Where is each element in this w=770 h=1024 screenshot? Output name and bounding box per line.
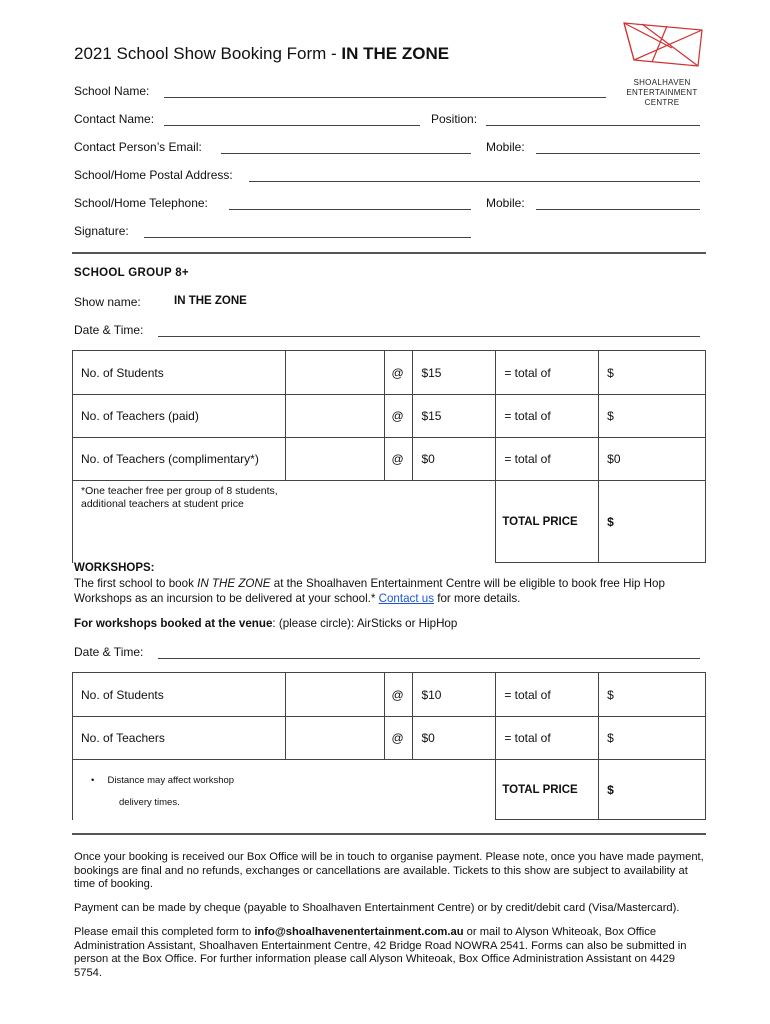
unit-price: $0: [413, 717, 496, 760]
table-row: [73, 717, 706, 760]
divider: [72, 252, 706, 254]
unit-price: $15: [413, 395, 496, 438]
equals-label: = total of: [496, 673, 599, 717]
table-row: [73, 760, 706, 820]
position-label: Position:: [431, 112, 478, 126]
shoalhaven-logo: [612, 18, 712, 110]
workshop-pricing-table: [72, 672, 706, 820]
total-price-value[interactable]: $: [599, 481, 706, 563]
signature-field[interactable]: [144, 237, 471, 238]
logo-line: SHOALHAVEN: [633, 78, 691, 87]
at-symbol: @: [385, 351, 413, 395]
table-row: [73, 438, 706, 481]
equals-label: = total of: [496, 438, 599, 481]
workshop-total-value[interactable]: $: [599, 760, 706, 820]
row-total[interactable]: $: [599, 351, 706, 395]
equals-label: = total of: [496, 395, 599, 438]
signature-label: Signature:: [74, 224, 129, 238]
show-name-value: IN THE ZONE: [174, 295, 247, 307]
workshop-date-label: Date & Time:: [74, 645, 144, 659]
show-name-label: Show name:: [74, 295, 141, 309]
quantity-input[interactable]: [285, 395, 385, 438]
row-total[interactable]: $: [599, 395, 706, 438]
table-row: [73, 481, 706, 563]
school-name-label: School Name:: [74, 84, 150, 98]
unit-price: $10: [413, 673, 496, 717]
row-total[interactable]: $: [599, 673, 706, 717]
quantity-input[interactable]: [285, 673, 385, 717]
title-show-name: IN THE ZONE: [341, 44, 450, 63]
telephone-label: School/Home Telephone:: [74, 196, 208, 210]
workshop-date-field[interactable]: [158, 658, 700, 659]
contact-name-field[interactable]: [164, 125, 420, 126]
workshop-note: • Distance may affect workshop delivery times.: [73, 760, 286, 820]
telephone-field[interactable]: [229, 209, 471, 210]
unit-price: $15: [413, 351, 496, 395]
page-title: [74, 44, 449, 64]
equals-label: = total of: [496, 717, 599, 760]
at-symbol: @: [385, 395, 413, 438]
workshops-heading: WORKSHOPS:: [74, 562, 155, 574]
booking-note: Once your booking is received our Box Office will be in touch to organise payment. Please note, once you have made payment, bookings are final and no refunds, exchanges or cancellations are available. Tickets to this show are subject to availability at time of booking.: [74, 851, 704, 890]
row-label: No. of Teachers (paid): [73, 395, 286, 438]
postal-address-label: School/Home Postal Address:: [74, 168, 233, 182]
table-row: [73, 351, 706, 395]
footnote: *One teacher free per group of 8 students, additional teachers at student price: [73, 481, 286, 563]
workshops-description: The first school to book IN THE ZONE at the Shoalhaven Entertainment Centre will be eligible to book free Hip Hop Workshops as an incursion to be delivered at your school.* Contact us for more details.: [74, 577, 665, 605]
unit-price: $0: [413, 438, 496, 481]
mobile2-label: Mobile:: [486, 196, 525, 210]
at-symbol: @: [385, 438, 413, 481]
mobile-field[interactable]: [536, 153, 700, 154]
total-price-label: TOTAL PRICE: [496, 481, 599, 563]
quantity-input[interactable]: [285, 717, 385, 760]
email-label: Contact Person’s Email:: [74, 140, 202, 154]
logo-mark-icon: [612, 18, 712, 78]
divider: [72, 833, 706, 835]
mobile2-field[interactable]: [536, 209, 700, 210]
equals-label: = total of: [496, 351, 599, 395]
payment-note: Payment can be made by cheque (payable to Shoalhaven Entertainment Centre) or by credit/debit card (Visa/Mastercard).: [74, 902, 680, 914]
venue-workshop-line: For workshops booked at the venue: (please circle): AirSticks or HipHop: [74, 617, 458, 630]
group-pricing-table: [72, 350, 706, 563]
contact-us-link[interactable]: Contact us: [378, 592, 435, 605]
logo-line: ENTERTAINMENT: [626, 88, 698, 97]
email-field[interactable]: [221, 153, 471, 154]
group-date-field[interactable]: [158, 336, 700, 337]
contact-email[interactable]: info@shoalhavenentertainment.com.au: [254, 926, 464, 938]
row-total[interactable]: $: [599, 717, 706, 760]
contact-name-label: Contact Name:: [74, 112, 155, 126]
submission-note: Please email this completed form to info@shoalhavenentertainment.com.au or mail to Alyson Whiteoak, Box Office Administration Assistant, Shoalhaven Entertainment Centre, 42 Bridge Road NOWRA 2541. Forms can also be submitted in person at the Box Office. For further information please call Alyson Whiteoak, Box Office Administration Assistant on 4429 5754.: [74, 926, 687, 979]
table-row: [73, 673, 706, 717]
quantity-input[interactable]: [285, 438, 385, 481]
row-label: No. of Teachers: [73, 717, 286, 760]
row-total[interactable]: $0: [599, 438, 706, 481]
row-label: No. of Students: [73, 673, 286, 717]
logo-line: CENTRE: [644, 98, 680, 107]
mobile-label: Mobile:: [486, 140, 525, 154]
school-group-heading: SCHOOL GROUP 8+: [74, 267, 189, 279]
quantity-input[interactable]: [285, 351, 385, 395]
row-label: No. of Teachers (complimentary*): [73, 438, 286, 481]
logo-text: [612, 78, 712, 108]
postal-address-field[interactable]: [249, 181, 700, 182]
at-symbol: @: [385, 717, 413, 760]
group-date-label: Date & Time:: [74, 323, 144, 337]
table-row: [73, 395, 706, 438]
row-label: No. of Students: [73, 351, 286, 395]
title-text: 2021 School Show Booking Form -: [74, 44, 342, 63]
at-symbol: @: [385, 673, 413, 717]
position-field[interactable]: [486, 125, 700, 126]
workshop-total-label: TOTAL PRICE: [496, 760, 599, 820]
school-name-field[interactable]: [164, 97, 606, 98]
